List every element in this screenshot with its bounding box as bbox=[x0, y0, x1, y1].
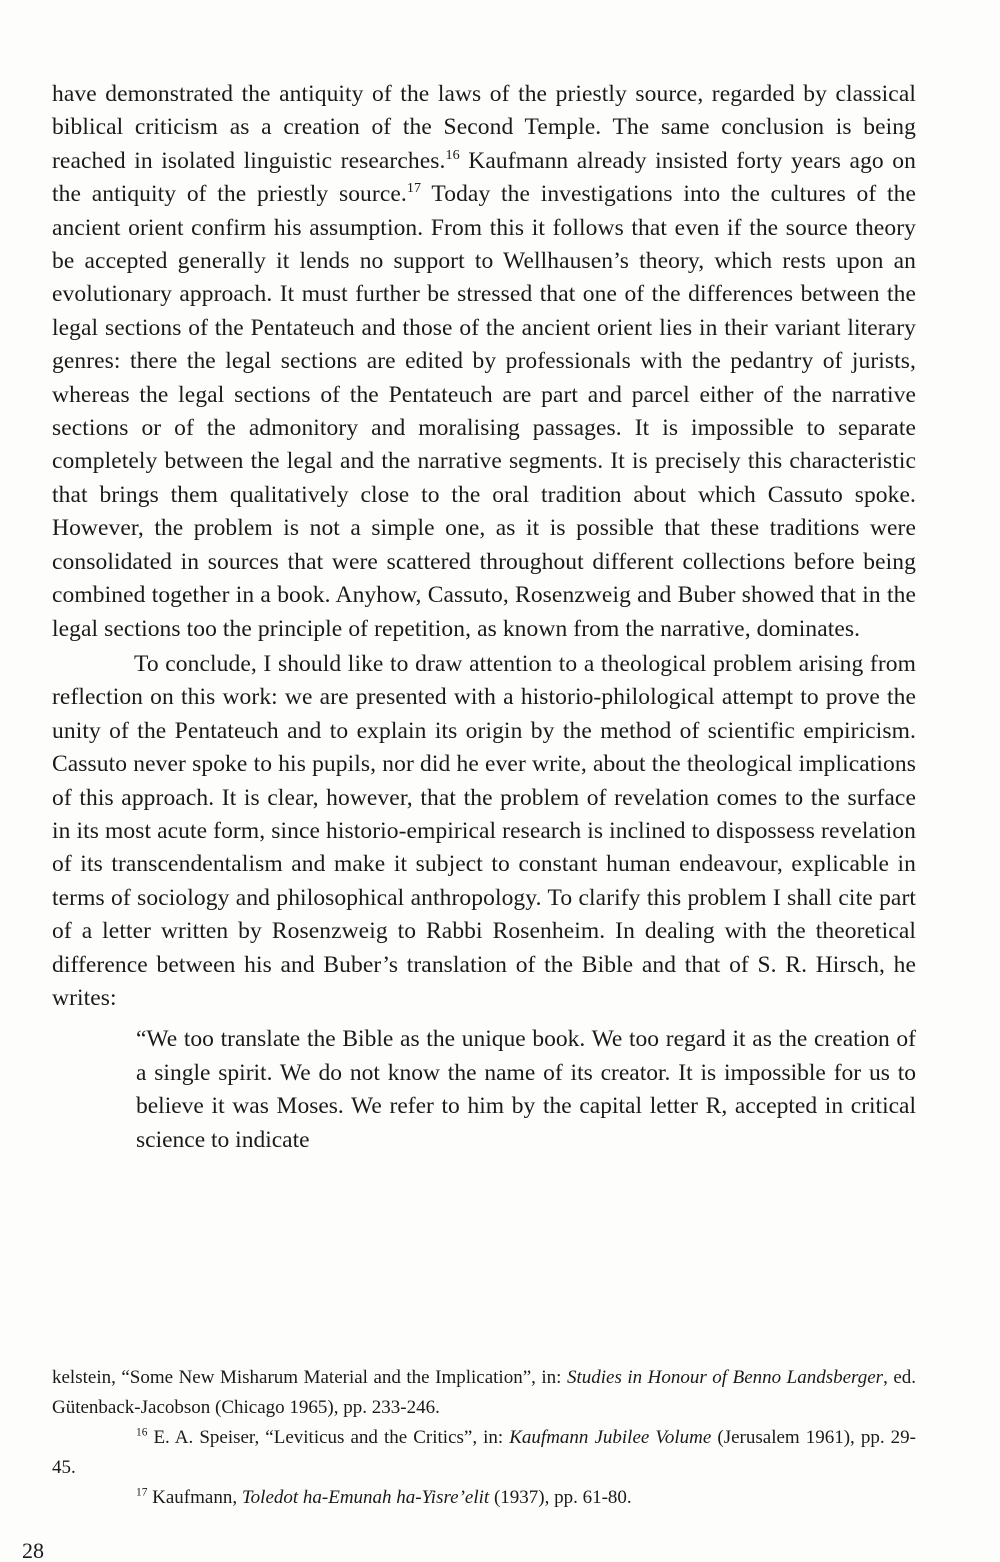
footnote-16-title: Kaufmann Jubilee Volume bbox=[509, 1427, 712, 1448]
footnotes bbox=[52, 1363, 916, 1513]
footnote-15-continued bbox=[52, 1363, 916, 1423]
paragraph-1-text-c: Today the investigations into the cultures of the ancient orient confirm his assumption. From this it follows that even if the source theory be accepted generally it lends no support to Wellhausen’s theory, which rests upon an evolutionary approach. It must further be stressed that one of the differences between the legal sections of the Pentateuch and those of the ancient orient lies in their variant literary genres: there the legal sections are edited by professionals with the pedantry of jurists, whereas the legal sections of the Pentateuch are part and parcel either of the narrative sections or of the admonitory and moralising passages. It is impossible to separate completely between the legal and the narrative segments. It is precisely this characteristic that brings them qualitatively close to the oral tradition about which Cassuto spoke. However, the problem is not a simple one, as it is possible that these traditions were consolidated in sources that were scattered throughout different collections before being combined together in a book. Anyhow, Cassuto, Rosenzweig and Buber showed that in the legal sections too the principle of repetition, as known from the narrative, dominates. bbox=[52, 181, 916, 642]
paragraph-1-text-b: Kaufmann already insisted forty years ago on the antiquity of the priestly source. bbox=[52, 147, 916, 208]
footnote-15-text-b: , ed. Gütenback-Jacobson (Chicago 1965), pp. 233-246. bbox=[52, 1367, 917, 1418]
paragraph-2 bbox=[52, 648, 916, 1015]
paragraph-1 bbox=[52, 78, 916, 646]
footnote-17-text: Kaufmann, bbox=[147, 1487, 242, 1508]
body-text bbox=[52, 78, 916, 1157]
paragraph-1-text: have demonstrated the antiquity of the laws of the priestly source, regarded by classical biblical criticism as a creation of the Second Temple. The same conclusion is being reached in isolated linguistic researches. bbox=[52, 81, 916, 174]
footnote-16-number: 16 bbox=[136, 1426, 148, 1439]
block-quote bbox=[136, 1023, 916, 1157]
footnote-15-text: kelstein, “Some New Misharum Material and the Implication”, in: bbox=[52, 1367, 567, 1388]
footnote-17-number: 17 bbox=[136, 1486, 148, 1499]
footnote-16-text-b: (Jerusalem 1961), pp. 29-45. bbox=[52, 1427, 916, 1478]
footnote-15-title: Studies in Honour of Benno Landsberger bbox=[566, 1367, 884, 1388]
footnote-17-title: Toledot ha-Emunah ha-Yisre’elit bbox=[241, 1487, 490, 1508]
block-quote-text: “We too translate the Bible as the unique book. We too regard it as the creation of a single spirit. We do not know the name of its creator. It is impossible for us to believe it was Moses. We refer to him by the capital letter R, accepted in critical science to indicate bbox=[136, 1026, 916, 1153]
paragraph-2-text: To conclude, I should like to draw attention to a theological problem arising from reflection on this work: we are presented with a historio-philological attempt to prove the unity of the Pentateuch and to explain its origin by the method of scientific empiricism. Cassuto never spoke to his pupils, nor did he ever write, about the theological implications of this approach. It is clear, however, that the problem of revelation comes to the surface in its most acute form, since historio-empirical research is inclined to dispossess revelation of its transcendentalism and make it subject to constant human endeavour, explicable in terms of sociology and philosophical anthropology. To clarify this problem I shall cite part of a letter written by Rosenzweig to Rabbi Rosenheim. In dealing with the theoretical difference between his and Buber’s translation of the Bible and that of S. R. Hirsch, he writes: bbox=[52, 650, 916, 1011]
footnote-16-text: E. A. Speiser, “Leviticus and the Critics”, in: bbox=[147, 1427, 510, 1448]
footnote-16 bbox=[52, 1423, 916, 1483]
footnote-17-text-b: (1937), pp. 61-80. bbox=[489, 1487, 632, 1508]
page-number: 28 bbox=[22, 1540, 44, 1562]
footnote-17 bbox=[52, 1483, 916, 1513]
footnote-ref-17: 17 bbox=[406, 180, 422, 197]
footnote-ref-16: 16 bbox=[445, 146, 460, 163]
